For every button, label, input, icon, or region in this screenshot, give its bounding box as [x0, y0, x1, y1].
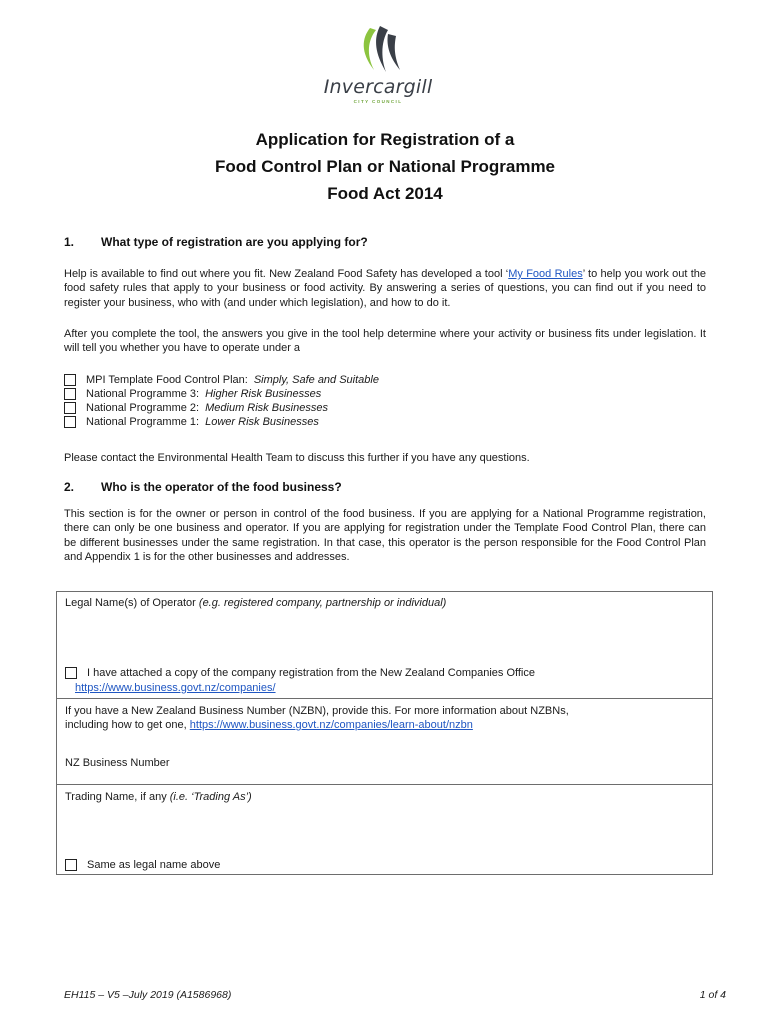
section-1-paragraph-2: After you complete the tool, the answers you give in the tool help determine where your activity or business fits under legislation. It will tell you whether you have to operate under a: [64, 328, 706, 355]
attached-label: I have attached a copy of the company registration from the New Zealand Companies Office: [87, 667, 535, 679]
checkbox[interactable]: [65, 667, 77, 679]
option-mpi-template[interactable]: [64, 373, 379, 387]
legal-name-label: [65, 596, 446, 610]
nzbn-text: including how to get one,: [65, 719, 190, 731]
checkbox[interactable]: [64, 388, 76, 400]
logo-name: Invercargill: [323, 76, 433, 98]
option-national-programme-1[interactable]: [64, 415, 319, 429]
attached-checkbox-row[interactable]: [65, 666, 535, 680]
option-description: Medium Risk Businesses: [205, 402, 328, 414]
option-label: National Programme 2:: [86, 402, 200, 414]
footer-page-number: 1 of 4: [699, 989, 726, 1001]
title-line-1: Application for Registration of a: [255, 130, 515, 149]
option-national-programme-3[interactable]: [64, 387, 321, 401]
nzbn-info-line-2: [65, 718, 473, 732]
operator-form-box: [56, 591, 713, 875]
title-line-2: Food Control Plan or National Programme: [214, 157, 556, 176]
trading-name-cell[interactable]: [57, 784, 712, 875]
contact-text: Please contact the Environmental Health Team to discuss this further if you have any questions.: [64, 452, 530, 464]
nzbn-cell[interactable]: [57, 698, 712, 784]
logo-subtitle: CITY COUNCIL: [353, 99, 403, 104]
section-2-number: 2.: [64, 480, 75, 494]
companies-office-link[interactable]: https://www.business.govt.nz/companies/: [75, 682, 276, 694]
title-line-3: Food Act 2014: [327, 184, 443, 203]
checkbox[interactable]: [64, 402, 76, 414]
checkbox[interactable]: [65, 859, 77, 871]
nzbn-label: NZ Business Number: [65, 757, 170, 769]
council-logo: [318, 24, 438, 108]
companies-link-row: [75, 681, 276, 695]
option-description: Lower Risk Businesses: [205, 416, 319, 428]
section-2-paragraph: This section is for the owner or person in control of the food business. If you are applying for a National Programme registration, there can only be one business and operator. If you are applying for registration under the Template Food Control Plan, there can be different businesses under the same registration. In that case, this operator is the person responsible for the Food Control Plan and Appendix 1 is for the other businesses and addresses.: [64, 508, 706, 563]
option-description: Simply, Safe and Suitable: [253, 374, 379, 386]
section-1-number: 1.: [64, 235, 75, 249]
option-label: National Programme 3:: [86, 388, 200, 400]
option-label: National Programme 1:: [86, 416, 200, 428]
label-hint: (e.g. registered company, partnership or individual): [198, 597, 447, 609]
section-1-paragraph-1: [64, 267, 706, 310]
label-text: Legal Name(s) of Operator: [65, 597, 196, 609]
trading-name-label: [65, 790, 252, 804]
my-food-rules-link[interactable]: My Food Rules: [508, 268, 583, 280]
footer-document-code: EH115 – V5 –July 2019 (A1586968): [64, 989, 232, 1001]
label-text: Trading Name, if any: [65, 791, 167, 803]
logo-mark-icon: [340, 24, 416, 78]
section-2-heading: Who is the operator of the food business?: [101, 480, 342, 494]
checkbox[interactable]: [64, 374, 76, 386]
nzbn-link[interactable]: https://www.business.govt.nz/companies/learn-about/nzbn: [189, 719, 473, 731]
same-as-legal-row[interactable]: [65, 858, 220, 872]
legal-name-cell[interactable]: [57, 592, 712, 698]
para1-text-end: ’ to help you work out the food safety rules that apply to your business or food activity. By answering a series of questions, you can find out if you need to register your business, who with (and under which legislation), and how to do it.: [64, 268, 706, 309]
option-label: MPI Template Food Control Plan:: [86, 374, 248, 386]
section-1-heading: What type of registration are you applying for?: [101, 235, 368, 249]
label-hint: (i.e. ‘Trading As’): [169, 791, 252, 803]
same-as-legal-label: Same as legal name above: [87, 859, 221, 871]
option-description: Higher Risk Businesses: [205, 388, 322, 400]
option-national-programme-2[interactable]: [64, 401, 328, 415]
checkbox[interactable]: [64, 416, 76, 428]
para1-text-start: Help is available to find out where you fit. New Zealand Food Safety has developed a tool ‘: [64, 268, 509, 280]
nzbn-info-line-1: If you have a New Zealand Business Number (NZBN), provide this. For more information about NZBNs,: [65, 705, 569, 717]
